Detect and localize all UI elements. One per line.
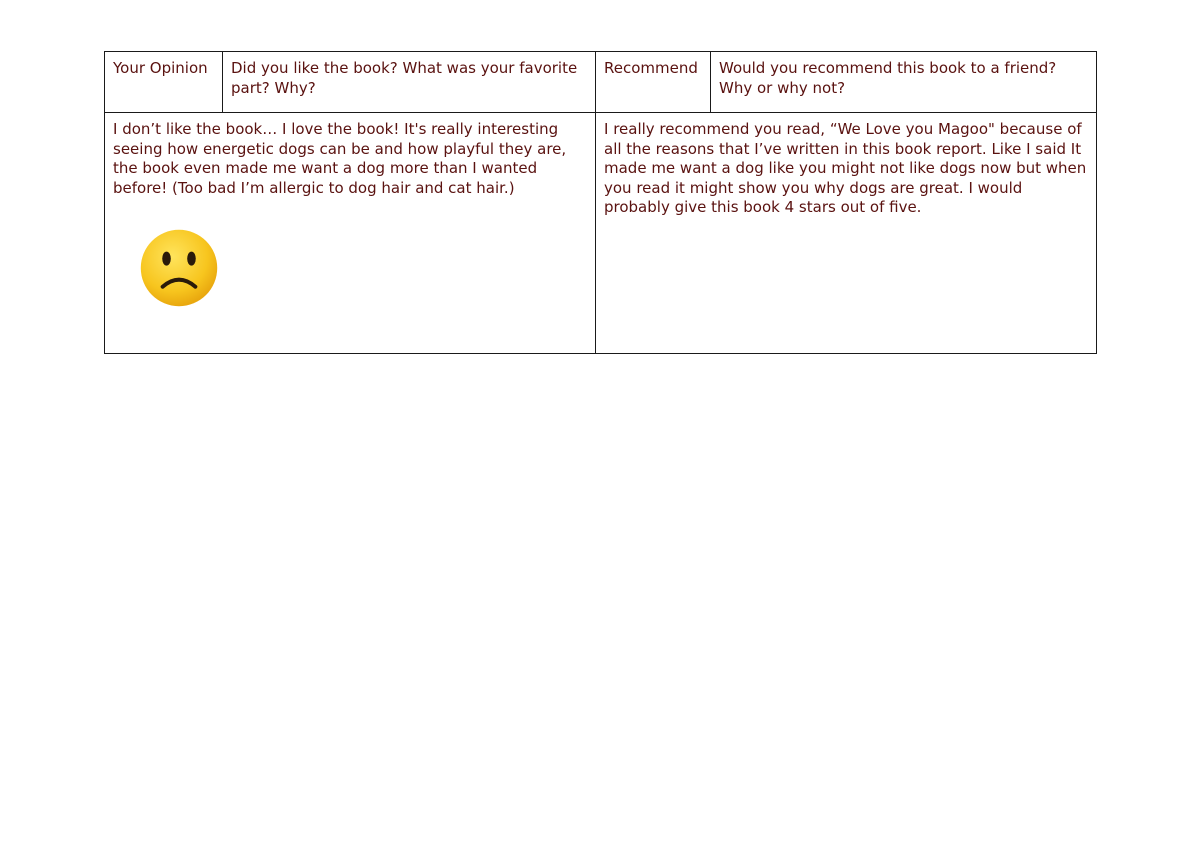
opinion-question: Did you like the book? What was your favorite part? Why? [231,59,578,97]
recommend-question: Would you recommend this book to a friend? Why or why not? [719,59,1057,97]
opinion-label: Your Opinion [113,59,208,77]
frowning-face-icon [140,229,218,307]
left-eye [162,252,171,266]
book-report-table [104,51,1097,354]
recommend-label: Recommend [604,59,698,77]
right-eye [187,252,196,266]
face [141,230,217,306]
opinion-answer: I don’t like the book… I love the book! It's really interesting seeing how energetic dogs can be and how playful they are, the book even made me want a dog more than I wanted before! (Too bad I’m allergic to dog hair and cat hair.) [113,120,567,197]
recommend-answer: I really recommend you read, “We Love you Magoo" because of all the reasons that I’ve written in this book report. Like I said It made me want a dog like you might not like dogs now but when you read it might show you why dogs are great. I would probably give this book 4 stars out of five. [604,120,1087,217]
